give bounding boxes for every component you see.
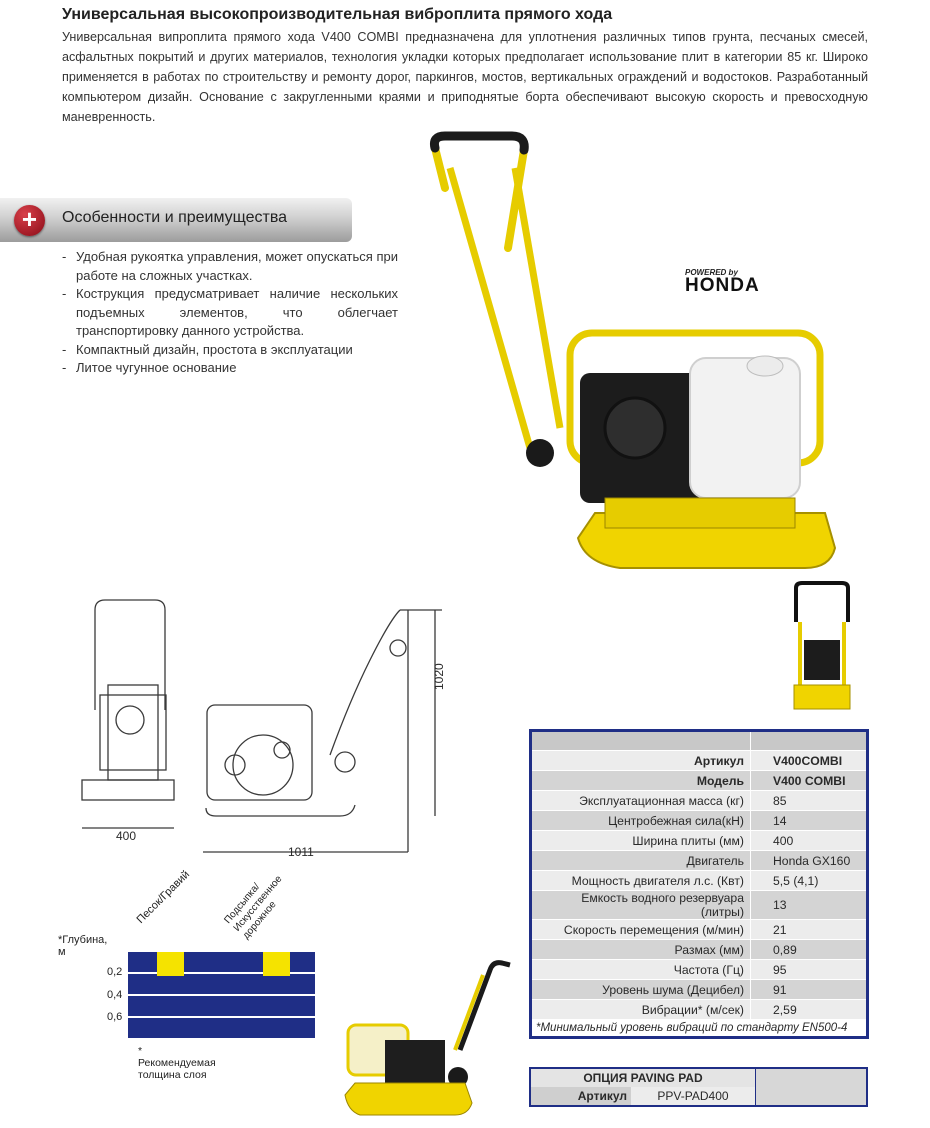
features-list bbox=[62, 248, 398, 378]
spec-value: 21 bbox=[751, 920, 868, 940]
spec-header-cell bbox=[531, 731, 751, 751]
recommended-marker-base bbox=[263, 952, 290, 976]
spec-key: Двигатель bbox=[531, 851, 751, 871]
paving-pad-empty-cell bbox=[756, 1068, 868, 1106]
column-label-base-surface: Подсыпка/ Искусственное дорожное bbox=[222, 873, 285, 942]
spec-footnote-row bbox=[531, 1020, 868, 1038]
spec-row bbox=[531, 960, 868, 980]
spec-row bbox=[531, 811, 868, 831]
spec-row bbox=[531, 1000, 868, 1020]
spec-key: Уровень шума (Децибел) bbox=[531, 980, 751, 1000]
features-banner bbox=[0, 198, 352, 242]
spec-key: Емкость водного резервуара (литры) bbox=[531, 891, 751, 920]
spec-value: 2,59 bbox=[751, 1000, 868, 1020]
spec-value: V400COMBI bbox=[751, 751, 868, 771]
spec-value: 400 bbox=[751, 831, 868, 851]
spec-row bbox=[531, 871, 868, 891]
width-dimension: 400 bbox=[116, 829, 137, 843]
depth-level: 0,2 bbox=[107, 966, 123, 978]
depth-level: 0,4 bbox=[107, 989, 123, 1001]
spec-value: 13 bbox=[751, 891, 868, 920]
spec-value: 95 bbox=[751, 960, 868, 980]
spec-key: Центробежная сила(кН) bbox=[531, 811, 751, 831]
spec-value: 14 bbox=[751, 811, 868, 831]
spec-footnote: *Минимальный уровень вибраций по стандарту EN500-4 bbox=[531, 1020, 868, 1038]
length-dimension: 1011 bbox=[288, 845, 314, 859]
spec-value: V400 COMBI bbox=[751, 771, 868, 791]
feature-item: - Компактный дизайн, простота в эксплуатации bbox=[62, 341, 398, 360]
paving-pad-label: Артикул bbox=[530, 1087, 631, 1106]
spec-row bbox=[531, 891, 868, 920]
paving-pad-title: ОПЦИЯ PAVING PAD bbox=[530, 1068, 756, 1087]
spec-row bbox=[531, 831, 868, 851]
spec-row bbox=[531, 980, 868, 1000]
honda-logo bbox=[685, 268, 760, 295]
column-label-sand-gravel: Песок/Гравий bbox=[134, 868, 193, 926]
spec-value: 5,5 (4,1) bbox=[751, 871, 868, 891]
page-title: Универсальная высокопроизводительная виброплита прямого хода bbox=[62, 6, 613, 23]
spec-key: Размах (мм) bbox=[531, 940, 751, 960]
feature-item: - Удобная рукоятка управления, может опускаться при работе на сложных участках. bbox=[62, 248, 398, 285]
powered-by-text: POWERED by bbox=[685, 268, 738, 277]
spec-value: Honda GX160 bbox=[751, 851, 868, 871]
depth-axis-label: *Глубина, м bbox=[58, 934, 108, 958]
depth-footnote: * Рекомендуемая толщина слоя bbox=[138, 1045, 216, 1081]
technical-drawing bbox=[70, 590, 470, 865]
features-title: Особенности и преимущества bbox=[62, 209, 288, 226]
spec-key: Модель bbox=[531, 771, 751, 791]
paving-pad-table bbox=[529, 1067, 868, 1107]
spec-row bbox=[531, 940, 868, 960]
spec-value: 85 bbox=[751, 791, 868, 811]
intro-paragraph: Универсальная випроплита прямого хода V400 COMBI предназначена для уплотнения различных типов грунта, песчаных смесей, асфальтных покрытий и других материалов, технология укладки которых предполагает использование плит в категории 85 кг. Широко применяется в работах по строительству и ремонту дорог, паркингов, мостов, вертикальных ограждений и водостоков. Разработанный компьютером дизайн. Основание с закругленными краями и приподнятые борта обеспечивают высокую скорость и превосходную маневренность. bbox=[62, 30, 868, 124]
spec-row bbox=[531, 751, 868, 771]
spec-row bbox=[531, 791, 868, 811]
spec-value: 91 bbox=[751, 980, 868, 1000]
spec-key: Скорость перемещения (м/мин) bbox=[531, 920, 751, 940]
compactor-with-pad-image bbox=[340, 955, 520, 1125]
spec-header-row bbox=[531, 731, 868, 751]
spec-row bbox=[531, 771, 868, 791]
depth-level: 0,6 bbox=[107, 1011, 123, 1023]
spec-row bbox=[531, 851, 868, 871]
spec-key: Мощность двигателя л.с. (Квт) bbox=[531, 871, 751, 891]
spec-value: 0,89 bbox=[751, 940, 868, 960]
feature-item: - Кострукция предусматривает наличие нескольких подъемных элементов, что облегчает транспортировку данного устройства. bbox=[62, 285, 398, 341]
plus-icon: + bbox=[14, 205, 45, 236]
spec-row bbox=[531, 920, 868, 940]
spec-key: Ширина плиты (мм) bbox=[531, 831, 751, 851]
height-dimension: 1020 bbox=[432, 663, 446, 690]
spec-key: Артикул bbox=[531, 751, 751, 771]
paving-pad-value: PPV-PAD400 bbox=[631, 1087, 756, 1106]
spec-key: Вибрации* (м/сек) bbox=[531, 1000, 751, 1020]
specifications-table bbox=[529, 729, 869, 1039]
recommended-marker-sand bbox=[157, 952, 184, 976]
plate-compactor-image bbox=[420, 128, 840, 578]
spec-key: Частота (Гц) bbox=[531, 960, 751, 980]
spec-key: Эксплуатационная масса (кг) bbox=[531, 791, 751, 811]
compactor-thumbnail bbox=[788, 580, 856, 715]
brand-name: HONDA bbox=[685, 275, 760, 296]
feature-item: - Литое чугунное основание bbox=[62, 359, 398, 378]
spec-header-cell bbox=[751, 731, 868, 751]
